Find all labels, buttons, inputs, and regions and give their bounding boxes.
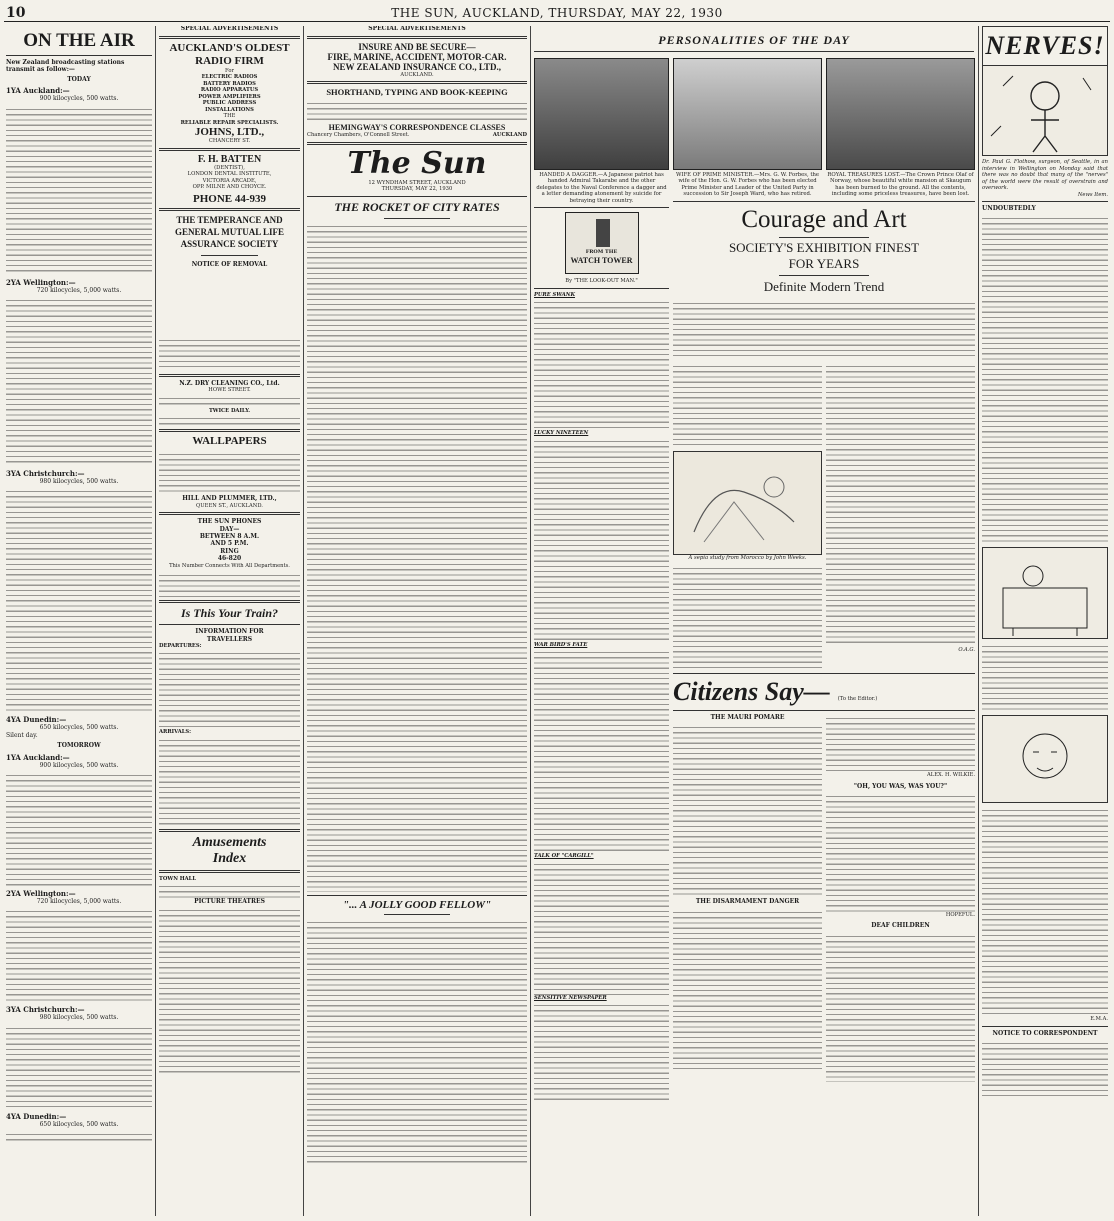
editorial-title: "... A JOLLY GOOD FELLOW" xyxy=(342,898,492,911)
section-heading: PURE SWANK xyxy=(534,291,576,298)
sun-phones-number: 46-820 xyxy=(217,555,242,563)
advertisements-column xyxy=(159,26,300,1216)
station-power: 720 kilocycles, 5,000 watts. xyxy=(36,898,122,906)
batten-line: LONDON DENTAL INSTITUTE, xyxy=(187,171,272,177)
courage-title: Courage and Art xyxy=(741,205,907,233)
crown-prince-photo xyxy=(826,58,975,170)
section-heading: SENSITIVE NEWSPAPER xyxy=(534,994,607,1001)
sun-phones-details xyxy=(159,571,300,597)
station-power: 980 kilocycles, 500 watts. xyxy=(39,1014,119,1022)
letter-signature: HOPEFUL. xyxy=(945,911,975,918)
programme-text xyxy=(6,907,152,1002)
programme-text xyxy=(6,771,152,886)
temperance-line: ASSURANCE SOCIETY xyxy=(180,238,279,249)
shorthand-title: SHORTHAND, TYPING AND BOOK-KEEPING xyxy=(326,87,508,97)
amusements-title: Amusements xyxy=(192,834,267,850)
amusements-index: Index xyxy=(212,850,247,866)
editorial-column xyxy=(307,26,527,1216)
station-name: 1YA Auckland:— xyxy=(6,86,70,96)
art-text xyxy=(673,362,822,448)
paper-title: THE SUN, AUCKLAND, THURSDAY, MAY 22, 1930 xyxy=(391,6,723,20)
removal-text xyxy=(159,336,300,371)
arrivals-label: ARRIVALS: xyxy=(159,729,192,736)
today-label: TODAY xyxy=(67,75,91,83)
nerves-cartoon xyxy=(982,66,1108,156)
nerves-text xyxy=(982,642,1108,712)
station-name: 2YA Wellington:— xyxy=(6,277,76,287)
modern-trend: Definite Modern Trend xyxy=(763,278,885,294)
tomorrow-label: TOMORROW xyxy=(57,742,101,750)
radio-for: For xyxy=(225,67,234,74)
radio-item: INSTALLATIONS xyxy=(205,106,254,113)
removal-notice: NOTICE OF REMOVAL xyxy=(191,260,268,268)
watch-tower-column xyxy=(534,58,669,1216)
sun-nameplate: The Sun xyxy=(347,145,487,181)
station-name: 3YA Christchurch:— xyxy=(6,469,85,479)
radio-item: ELECTRIC RADIOS xyxy=(201,74,258,80)
nerves-caption: Dr. Paul G. Flothow, surgeon, of Seattle, in an interview in Wellington on Monday said that there was no doubt that many of the "nerves" of the world were the result of overstrain and overwork. xyxy=(982,159,1108,191)
wallpapers-title: WALLPAPERS xyxy=(192,435,267,448)
batten-sub: (DENTIST), xyxy=(214,164,245,171)
hemingway-address: Chancery Chambers, O'Connell Street. xyxy=(307,132,410,138)
letter-heading: "OH, YOU WAS, WAS YOU?" xyxy=(853,782,948,790)
programme-text xyxy=(6,487,152,712)
town-hall-text xyxy=(159,882,300,898)
radio-reliable: RELIABLE REPAIR SPECIALISTS. xyxy=(180,119,279,126)
station-power: 650 kilocycles, 500 watts. xyxy=(39,1120,119,1128)
notice-text xyxy=(982,1039,1108,1099)
sun-phones: AND 5 P.M. xyxy=(210,540,249,548)
sun-phones: THE SUN PHONES xyxy=(197,518,262,526)
batten-line: VICTORIA ARCADE, xyxy=(202,177,257,184)
nerves-lead: UNDOUBTEDLY xyxy=(982,205,1036,212)
programme-text xyxy=(6,105,152,275)
temperance-line: GENERAL MUTUAL LIFE xyxy=(174,226,285,237)
hill-plummer: HILL AND PLUMMER, LTD., xyxy=(182,495,277,503)
programme-text xyxy=(6,296,152,466)
letter-heading: THE DISARMAMENT DANGER xyxy=(695,898,800,906)
radio-item: PUBLIC ADDRESS xyxy=(202,100,257,106)
departures-list xyxy=(159,649,300,729)
letter-heading: DEAF CHILDREN xyxy=(871,922,930,930)
news-item: News Item. xyxy=(1077,191,1108,198)
temperance-line: THE TEMPERANCE AND xyxy=(176,214,283,225)
insure-line: FIRE, MARINE, ACCIDENT, MOTOR-CAR. xyxy=(327,51,507,62)
letter-text xyxy=(673,723,822,895)
insure-line: NEW ZEALAND INSURANCE CO., LTD., xyxy=(332,61,502,72)
picture-list xyxy=(159,906,300,1076)
station-power: 650 kilocycles, 500 watts. xyxy=(39,724,119,732)
art-text xyxy=(673,299,975,359)
nerves-illustration xyxy=(982,547,1108,639)
sun-phones: BETWEEN 8 A.M. xyxy=(199,533,260,541)
nerves-text xyxy=(982,214,1108,544)
radio-the: THE xyxy=(223,113,236,119)
art-text xyxy=(673,564,822,670)
radio-item: BATTERY RADIOS xyxy=(203,80,256,87)
society-headline: FOR YEARS xyxy=(788,255,860,271)
section-text xyxy=(534,648,669,853)
station-power: 980 kilocycles, 500 watts. xyxy=(39,478,119,486)
letter-text xyxy=(826,714,975,772)
letter-heading: THE MAURI POMARE xyxy=(710,714,785,722)
art-column xyxy=(673,58,975,1216)
section-text xyxy=(534,298,669,430)
nz-dry-phone xyxy=(159,414,300,426)
wallpapers-text xyxy=(159,450,300,492)
programme-text xyxy=(6,1130,152,1142)
section-text xyxy=(534,437,669,642)
departures-label: DEPARTURES: xyxy=(159,642,202,649)
citizens-say-title: Citizens Say— xyxy=(673,677,830,707)
letter-text xyxy=(826,932,975,1082)
station-power: 900 kilocycles, 500 watts. xyxy=(39,95,119,103)
station-name: 2YA Wellington:— xyxy=(6,889,76,899)
editorial-title: THE ROCKET OF CITY RATES xyxy=(334,199,500,214)
twice-daily: TWICE DAILY. xyxy=(208,407,251,414)
letter-text xyxy=(673,908,822,1072)
society-headline: SOCIETY'S EXHIBITION FINEST xyxy=(728,239,920,255)
intro-text: New Zealand broadcasting stations transmit as follow:— xyxy=(6,59,125,74)
section-text xyxy=(534,860,669,995)
station-power: 900 kilocycles, 500 watts. xyxy=(39,761,119,769)
nerves-initials: E.M.A. xyxy=(1090,1016,1108,1023)
nerves-illustration xyxy=(982,715,1108,803)
sun-phones: DAY— xyxy=(219,525,240,533)
train-sub: INFORMATION FOR xyxy=(195,628,264,636)
sketch-image xyxy=(673,451,822,555)
town-hall: TOWN HALL xyxy=(159,875,196,882)
radio-item: RADIO APPARATUS xyxy=(200,87,259,93)
station-power: 720 kilocycles, 5,000 watts. xyxy=(36,286,122,294)
station-name: 3YA Christchurch:— xyxy=(6,1005,85,1015)
section-heading: TALK OF "CARGILL" xyxy=(534,853,594,860)
section-heading: LUCKY NINETEEN xyxy=(534,430,589,437)
station-name: 4YA Dunedin:— xyxy=(6,1111,67,1121)
letter-text xyxy=(826,792,975,912)
watch-tower-byline: By "THE LOOK-OUT MAN." xyxy=(565,278,638,285)
nameplate-date: THURSDAY, MAY 22, 1930 xyxy=(381,186,453,192)
watch-tower-logo: FROM THE WATCH TOWER xyxy=(565,212,639,274)
notice-correspondent: NOTICE TO CORRESPONDENT xyxy=(992,1029,1098,1037)
silent-day: Silent day. xyxy=(6,731,38,739)
programme-text xyxy=(6,1024,152,1109)
editorial-text xyxy=(307,222,527,892)
hill-address: QUEEN ST., AUCKLAND. xyxy=(196,502,263,509)
train-title: Is This Your Train? xyxy=(180,606,279,621)
special-ads-heading: SPECIAL ADVERTISEMENTS xyxy=(368,26,466,32)
hemingway-city: AUCKLAND xyxy=(492,132,527,138)
station-name: 1YA Auckland:— xyxy=(6,752,70,762)
on-the-air-title: ON THE AIR xyxy=(23,30,135,51)
sun-phones-note: This Number Connects With All Departments. xyxy=(169,562,290,569)
art-text xyxy=(826,362,975,647)
special-ads-heading: SPECIAL ADVERTISEMENTS xyxy=(180,26,279,32)
letter-signature: ALEX. H. WILKIE. xyxy=(927,772,975,779)
nerves-column xyxy=(982,26,1108,1216)
train-sub: TRAVELLERS xyxy=(206,635,253,643)
arrivals-list xyxy=(159,736,300,826)
batten-line: OPP. MILNE AND CHOYCE. xyxy=(192,184,267,190)
radio-item: POWER AMPLIFIERS xyxy=(198,93,261,100)
johns-ltd: JOHNS, LTD., xyxy=(194,126,265,138)
photo-caption: HANDED A DAGGER.—A Japanese patriot has handed Admiral Takarabe and the other delegates to the Naval Conference a dagger and a letter demanding atonement by suicide for betraying their country. xyxy=(536,172,667,204)
batten-phone: PHONE 44-939 xyxy=(192,192,267,205)
johns-address: CHANCERY ST. xyxy=(208,138,251,144)
nerves-text xyxy=(982,806,1108,1016)
insure-city: AUCKLAND. xyxy=(400,71,434,78)
nameplate-address: 12 WYNDHAM STREET, AUCKLAND xyxy=(368,179,466,186)
shorthand-text xyxy=(307,99,527,123)
takarabe-photo xyxy=(534,58,669,170)
mrs-forbes-photo xyxy=(673,58,822,170)
personalities-header xyxy=(534,26,974,55)
picture-theatres: PICTURE THEATRES xyxy=(194,898,265,906)
sun-phones: RING xyxy=(220,547,239,555)
personalities-title: PERSONALITIES OF THE DAY xyxy=(658,32,850,47)
hemingway-title: HEMINGWAY'S CORRESPONDENCE CLASSES xyxy=(328,123,506,132)
photo-caption: WIFE OF PRIME MINISTER.—Mrs. G. W. Forbes, the wife of the Hon. G. W. Forbes who has been elected Prime Minister and Leader of the United Party in succession to Sir Joseph Ward, who has retired. xyxy=(675,172,820,198)
radio-firm-title: AUCKLAND'S OLDEST RADIO FIRM xyxy=(169,41,290,67)
nz-dry-address: HOWE STREET. xyxy=(208,387,251,394)
editorial-text xyxy=(307,918,527,1166)
page-masthead xyxy=(4,4,1110,22)
nerves-title: NERVES! xyxy=(982,26,1108,66)
art-signature: O.A.G. xyxy=(958,646,975,653)
sketch-caption: A sepia study from Morocco by John Weeks. xyxy=(688,554,807,561)
to-the-editor: (To the Editor.) xyxy=(837,696,878,703)
batten-name: F. H. BATTEN xyxy=(197,153,262,165)
photo-caption: ROYAL TREASURES LOST.—The Crown Prince Olaf of Norway, whose beautiful white mansion at Skaugum has been burned to the ground. All the contents, including some priceless treasures, have been lost. xyxy=(827,172,974,198)
insure-line: INSURE AND BE SECURE— xyxy=(358,41,476,52)
section-text xyxy=(534,1001,669,1101)
station-name: 4YA Dunedin:— xyxy=(6,715,67,725)
nz-dry-text xyxy=(159,394,300,408)
on-the-air-column xyxy=(6,26,152,1216)
page-number: 10 xyxy=(6,5,26,21)
section-heading: WAR BIRD'S FATE xyxy=(534,641,588,648)
nz-dry-cleaning: N.Z. DRY CLEANING CO., Ltd. xyxy=(179,379,280,387)
